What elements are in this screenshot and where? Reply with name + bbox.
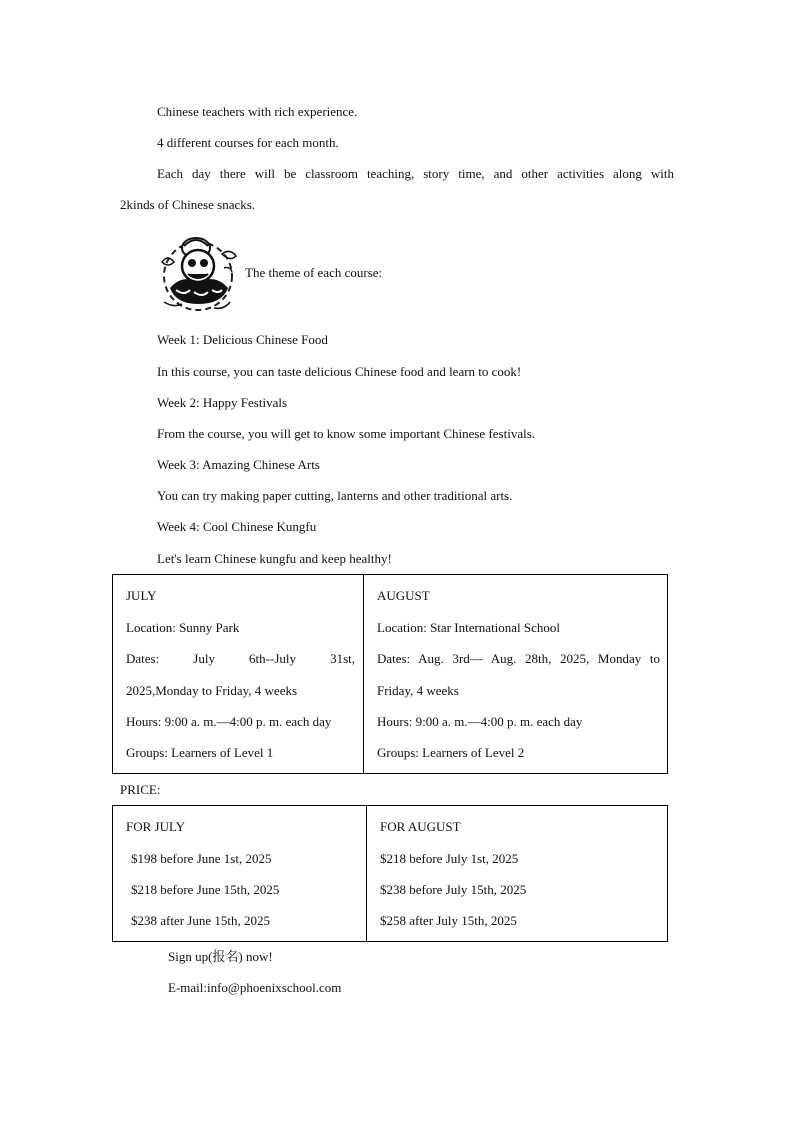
- august-price-early: $218 before July 1st, 2025: [380, 851, 519, 866]
- july-price-cell: [113, 806, 366, 941]
- august-price-late: $258 after July 15th, 2025: [380, 913, 517, 928]
- july-price-late: $238 after June 15th, 2025: [131, 913, 271, 928]
- intro-line-teachers: Chinese teachers with rich experience.: [157, 104, 358, 119]
- august-month: AUGUST: [377, 588, 430, 603]
- week-3-title: Week 3: Amazing Chinese Arts: [157, 457, 320, 472]
- august-price-mid: $238 before July 15th, 2025: [380, 882, 527, 897]
- price-label: PRICE:: [120, 782, 161, 797]
- week-1-title: Week 1: Delicious Chinese Food: [157, 332, 328, 347]
- august-price-cell: [366, 806, 667, 941]
- august-price-header: FOR AUGUST: [380, 819, 461, 834]
- july-hours: Hours: 9:00 a. m.—4:00 p. m. each day: [126, 714, 332, 729]
- intro-line-snacks: 2kinds of Chinese snacks.: [120, 197, 256, 212]
- july-schedule-cell: [113, 575, 363, 773]
- lion-dance-icon: [158, 232, 242, 314]
- july-dates-line1: Dates: July 6th--July 31st,: [126, 651, 355, 666]
- august-location: Location: Star International School: [377, 620, 561, 635]
- august-groups: Groups: Learners of Level 2: [377, 745, 525, 760]
- week-4-desc: Let's learn Chinese kungfu and keep healthy!: [157, 551, 392, 566]
- week-2-title: Week 2: Happy Festivals: [157, 395, 288, 410]
- week-3-desc: You can try making paper cutting, lanterns and other traditional arts.: [157, 488, 513, 503]
- week-4-title: Week 4: Cool Chinese Kungfu: [157, 519, 317, 534]
- intro-line-courses: 4 different courses for each month.: [157, 135, 339, 150]
- signup-text: Sign up(报名) now!: [168, 949, 273, 964]
- july-location: Location: Sunny Park: [126, 620, 240, 635]
- july-month: JULY: [126, 588, 157, 603]
- august-dates-line2: Friday, 4 weeks: [377, 683, 459, 698]
- price-table: [112, 805, 668, 942]
- intro-line-activities: Each day there will be classroom teaching, story time, and other activities along with: [157, 166, 674, 181]
- july-price-early: $198 before June 1st, 2025: [131, 851, 272, 866]
- july-price-header: FOR JULY: [126, 819, 186, 834]
- july-groups: Groups: Learners of Level 1: [126, 745, 274, 760]
- july-price-mid: $218 before June 15th, 2025: [131, 882, 280, 897]
- august-hours: Hours: 9:00 a. m.—4:00 p. m. each day: [377, 714, 583, 729]
- schedule-table: [112, 574, 668, 774]
- august-schedule-cell: [363, 575, 667, 773]
- week-2-desc: From the course, you will get to know some important Chinese festivals.: [157, 426, 536, 441]
- week-1-desc: In this course, you can taste delicious Chinese food and learn to cook!: [157, 364, 522, 379]
- signup-email: E-mail:info@phoenixschool.com: [168, 980, 342, 995]
- theme-heading: The theme of each course:: [245, 265, 383, 280]
- august-dates-line1: Dates: Aug. 3rd— Aug. 28th, 2025, Monday to: [377, 651, 660, 666]
- july-dates-line2: 2025,Monday to Friday, 4 weeks: [126, 683, 298, 698]
